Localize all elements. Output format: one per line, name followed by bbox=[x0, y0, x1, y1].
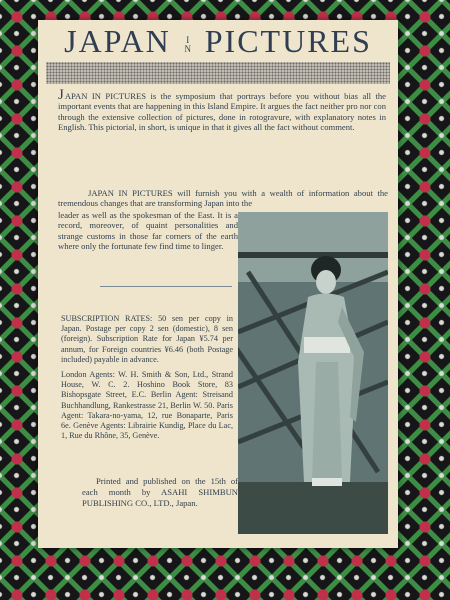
title-in: I N bbox=[184, 34, 191, 54]
halftone-band bbox=[46, 62, 390, 84]
publisher-note: Printed and published on the 15th of each month by ASAHI SHIMBUN PUBLISHING CO., LTD., Japan. bbox=[82, 476, 238, 508]
kimono-woman-photo bbox=[238, 212, 388, 534]
page-title bbox=[38, 23, 398, 60]
agents-list: London Agents: W. H. Smith & Son, Ltd., Strand House, W. C. 2. Hoshino Book Store, 83 Bishopsgate Street, E.C. Berlin Agent: Streisand Buchhandlung, Rankestrasse 21, Berlin W. 50. Paris Agent: Takara-no-yama, 12, rue Bonaparte, Paris 6e. Genève Agents: Librairie Kundig, Place du Lac, 1, Rue du Rhône, 35, Genève. bbox=[61, 370, 233, 441]
intro-text: APAN IN PICTURES is the symposium that portrays before you without bias all the important events that are happening in this Island Empire. It argues the fact neither pro nor con through the extensive collection of pictures, done in rotogravure, with explanatory notes in English. This pictorial, in short, is unique in that it gives all the fact without comment. bbox=[58, 91, 386, 133]
title-japan: JAPAN bbox=[64, 23, 171, 59]
second-paragraph-narrow: leader as well as the spokesman of the East. It is a record, moreover, of quaint personalities and strange customs in those far corners of the earth where only the fortunate few find time to linger. bbox=[58, 210, 238, 252]
title-pictures: PICTURES bbox=[204, 23, 372, 59]
subscription-rates: SUBSCRIPTION RATES: 50 sen per copy in Japan. Postage per copy 2 sen (domestic), 8 sen (foreign). Subscription Rate for Japan ¥5.74 per annum, for Foreign countries ¥6.46 (both Postage included) payable in advance. bbox=[61, 314, 233, 364]
drop-letter: J bbox=[58, 87, 64, 103]
intro-paragraph bbox=[58, 87, 386, 133]
leaflet-page bbox=[38, 20, 398, 548]
second-paragraph-wide: JAPAN IN PICTURES will furnish you with a wealth of information about the tremendous changes that are transforming Japan into the bbox=[58, 188, 388, 209]
divider-rule bbox=[100, 286, 232, 287]
